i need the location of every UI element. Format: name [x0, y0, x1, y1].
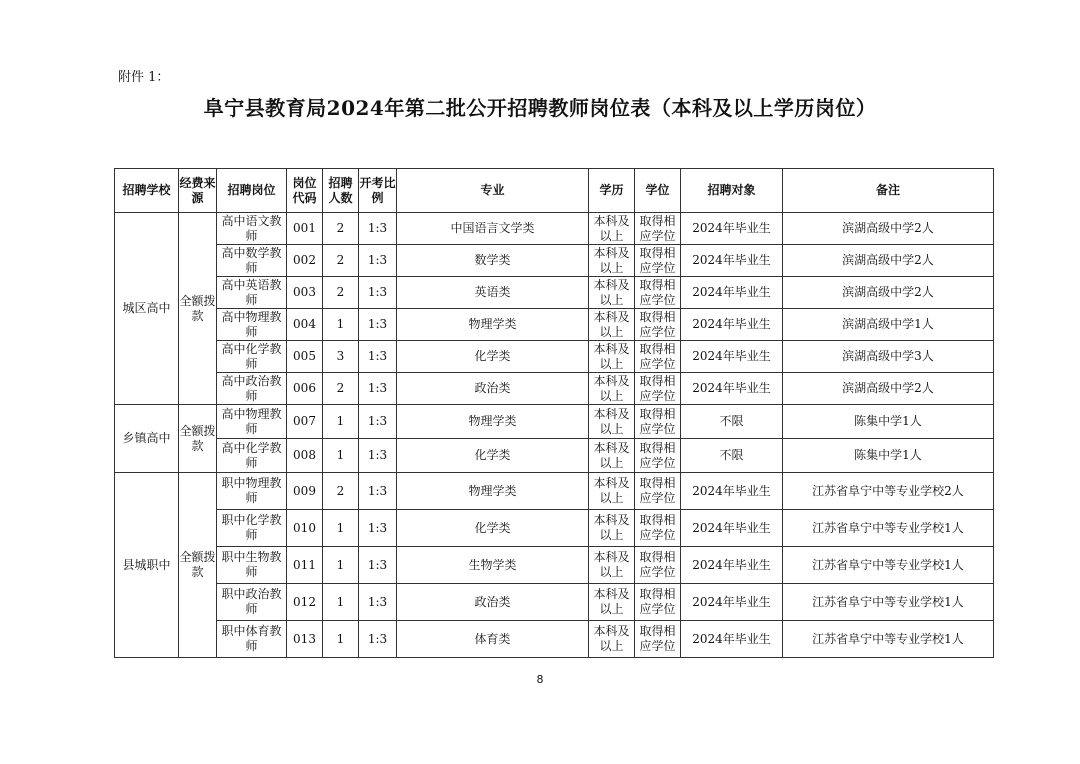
cell-major: 中国语言文学类 — [397, 213, 589, 245]
cell-position: 高中化学教师 — [217, 341, 287, 373]
cell-remark: 滨湖高级中学2人 — [783, 277, 994, 309]
cell-funding: 全额拨款 — [179, 473, 217, 658]
cell-count: 1 — [323, 621, 359, 658]
cell-position: 高中语文教师 — [217, 213, 287, 245]
cell-code: 003 — [287, 277, 323, 309]
cell-ratio: 1:3 — [359, 621, 397, 658]
cell-education: 本科及以上 — [589, 584, 635, 621]
cell-major: 化学类 — [397, 439, 589, 473]
cell-major: 化学类 — [397, 341, 589, 373]
cell-count: 2 — [323, 373, 359, 405]
attachment-label: 附件 1： — [118, 70, 170, 85]
cell-ratio: 1:3 — [359, 341, 397, 373]
table-header-row — [115, 169, 994, 213]
cell-count: 1 — [323, 510, 359, 547]
cell-major: 数学类 — [397, 245, 589, 277]
cell-count: 1 — [323, 309, 359, 341]
cell-target: 2024年毕业生 — [681, 547, 783, 584]
cell-code: 001 — [287, 213, 323, 245]
header-school: 招聘学校 — [115, 169, 179, 213]
cell-ratio: 1:3 — [359, 547, 397, 584]
header-count: 招聘人数 — [323, 169, 359, 213]
cell-degree: 取得相应学位 — [635, 405, 681, 439]
header-remark: 备注 — [783, 169, 994, 213]
table-row — [115, 341, 994, 373]
cell-remark: 陈集中学1人 — [783, 439, 994, 473]
cell-target: 不限 — [681, 439, 783, 473]
header-major: 专业 — [397, 169, 589, 213]
cell-ratio: 1:3 — [359, 473, 397, 510]
cell-code: 011 — [287, 547, 323, 584]
cell-ratio: 1:3 — [359, 373, 397, 405]
cell-code: 004 — [287, 309, 323, 341]
cell-ratio: 1:3 — [359, 277, 397, 309]
cell-remark: 滨湖高级中学3人 — [783, 341, 994, 373]
cell-major: 英语类 — [397, 277, 589, 309]
page-title: 阜宁县教育局2024年第二批公开招聘教师岗位表（本科及以上学历岗位） — [203, 96, 877, 120]
page-number: 8 — [536, 673, 544, 686]
cell-school: 乡镇高中 — [115, 405, 179, 473]
table-row — [115, 510, 994, 547]
cell-target: 2024年毕业生 — [681, 510, 783, 547]
cell-position: 高中物理教师 — [217, 309, 287, 341]
cell-remark: 江苏省阜宁中等专业学校1人 — [783, 621, 994, 658]
cell-code: 008 — [287, 439, 323, 473]
cell-target: 2024年毕业生 — [681, 473, 783, 510]
cell-degree: 取得相应学位 — [635, 277, 681, 309]
header-target: 招聘对象 — [681, 169, 783, 213]
cell-major: 生物学类 — [397, 547, 589, 584]
cell-degree: 取得相应学位 — [635, 547, 681, 584]
cell-position: 职中物理教师 — [217, 473, 287, 510]
cell-count: 2 — [323, 245, 359, 277]
cell-education: 本科及以上 — [589, 510, 635, 547]
cell-major: 物理学类 — [397, 405, 589, 439]
cell-target: 2024年毕业生 — [681, 277, 783, 309]
cell-education: 本科及以上 — [589, 309, 635, 341]
cell-degree: 取得相应学位 — [635, 309, 681, 341]
cell-target: 2024年毕业生 — [681, 373, 783, 405]
cell-position: 高中数学教师 — [217, 245, 287, 277]
cell-code: 010 — [287, 510, 323, 547]
cell-position: 职中生物教师 — [217, 547, 287, 584]
cell-education: 本科及以上 — [589, 245, 635, 277]
cell-target: 2024年毕业生 — [681, 309, 783, 341]
table-row — [115, 245, 994, 277]
cell-school: 县城职中 — [115, 473, 179, 658]
cell-position: 高中英语教师 — [217, 277, 287, 309]
cell-major: 物理学类 — [397, 309, 589, 341]
cell-position: 职中体育教师 — [217, 621, 287, 658]
cell-education: 本科及以上 — [589, 473, 635, 510]
cell-count: 1 — [323, 584, 359, 621]
cell-count: 2 — [323, 277, 359, 309]
header-ratio: 开考比例 — [359, 169, 397, 213]
cell-count: 2 — [323, 473, 359, 510]
cell-degree: 取得相应学位 — [635, 245, 681, 277]
cell-position: 职中化学教师 — [217, 510, 287, 547]
cell-target: 不限 — [681, 405, 783, 439]
cell-ratio: 1:3 — [359, 213, 397, 245]
cell-remark: 滨湖高级中学2人 — [783, 373, 994, 405]
cell-degree: 取得相应学位 — [635, 439, 681, 473]
cell-degree: 取得相应学位 — [635, 584, 681, 621]
cell-position: 职中政治教师 — [217, 584, 287, 621]
cell-remark: 滨湖高级中学1人 — [783, 309, 994, 341]
cell-target: 2024年毕业生 — [681, 584, 783, 621]
cell-position: 高中政治教师 — [217, 373, 287, 405]
cell-remark: 江苏省阜宁中等专业学校1人 — [783, 510, 994, 547]
cell-education: 本科及以上 — [589, 341, 635, 373]
table-row — [115, 309, 994, 341]
table-row — [115, 405, 994, 439]
table-body — [115, 213, 994, 658]
cell-degree: 取得相应学位 — [635, 510, 681, 547]
table-row — [115, 439, 994, 473]
cell-code: 005 — [287, 341, 323, 373]
table-row — [115, 547, 994, 584]
positions-table — [114, 168, 994, 658]
cell-target: 2024年毕业生 — [681, 621, 783, 658]
table-row — [115, 584, 994, 621]
cell-school: 城区高中 — [115, 213, 179, 405]
cell-target: 2024年毕业生 — [681, 245, 783, 277]
cell-remark: 江苏省阜宁中等专业学校1人 — [783, 547, 994, 584]
cell-education: 本科及以上 — [589, 621, 635, 658]
cell-code: 012 — [287, 584, 323, 621]
cell-degree: 取得相应学位 — [635, 341, 681, 373]
cell-count: 1 — [323, 547, 359, 584]
table-row — [115, 473, 994, 510]
cell-remark: 江苏省阜宁中等专业学校1人 — [783, 584, 994, 621]
cell-major: 政治类 — [397, 584, 589, 621]
cell-target: 2024年毕业生 — [681, 213, 783, 245]
cell-count: 1 — [323, 405, 359, 439]
cell-code: 007 — [287, 405, 323, 439]
cell-position: 高中物理教师 — [217, 405, 287, 439]
cell-ratio: 1:3 — [359, 245, 397, 277]
cell-remark: 江苏省阜宁中等专业学校2人 — [783, 473, 994, 510]
cell-education: 本科及以上 — [589, 277, 635, 309]
cell-degree: 取得相应学位 — [635, 213, 681, 245]
table-row — [115, 621, 994, 658]
cell-ratio: 1:3 — [359, 309, 397, 341]
cell-code: 009 — [287, 473, 323, 510]
cell-ratio: 1:3 — [359, 439, 397, 473]
header-code: 岗位代码 — [287, 169, 323, 213]
cell-remark: 陈集中学1人 — [783, 405, 994, 439]
header-degree: 学位 — [635, 169, 681, 213]
cell-count: 1 — [323, 439, 359, 473]
cell-code: 013 — [287, 621, 323, 658]
cell-degree: 取得相应学位 — [635, 373, 681, 405]
cell-education: 本科及以上 — [589, 405, 635, 439]
cell-degree: 取得相应学位 — [635, 473, 681, 510]
cell-remark: 滨湖高级中学2人 — [783, 245, 994, 277]
cell-education: 本科及以上 — [589, 373, 635, 405]
header-funding: 经费来源 — [179, 169, 217, 213]
cell-funding: 全额拨款 — [179, 405, 217, 473]
table-row — [115, 373, 994, 405]
cell-major: 政治类 — [397, 373, 589, 405]
cell-target: 2024年毕业生 — [681, 341, 783, 373]
cell-education: 本科及以上 — [589, 439, 635, 473]
cell-code: 006 — [287, 373, 323, 405]
cell-education: 本科及以上 — [589, 547, 635, 584]
cell-major: 体育类 — [397, 621, 589, 658]
cell-ratio: 1:3 — [359, 584, 397, 621]
cell-ratio: 1:3 — [359, 510, 397, 547]
cell-position: 高中化学教师 — [217, 439, 287, 473]
cell-education: 本科及以上 — [589, 213, 635, 245]
cell-code: 002 — [287, 245, 323, 277]
table-row — [115, 277, 994, 309]
header-education: 学历 — [589, 169, 635, 213]
cell-degree: 取得相应学位 — [635, 621, 681, 658]
cell-major: 化学类 — [397, 510, 589, 547]
cell-count: 2 — [323, 213, 359, 245]
header-position: 招聘岗位 — [217, 169, 287, 213]
cell-remark: 滨湖高级中学2人 — [783, 213, 994, 245]
cell-major: 物理学类 — [397, 473, 589, 510]
cell-count: 3 — [323, 341, 359, 373]
table-row — [115, 213, 994, 245]
cell-ratio: 1:3 — [359, 405, 397, 439]
cell-funding: 全额拨款 — [179, 213, 217, 405]
